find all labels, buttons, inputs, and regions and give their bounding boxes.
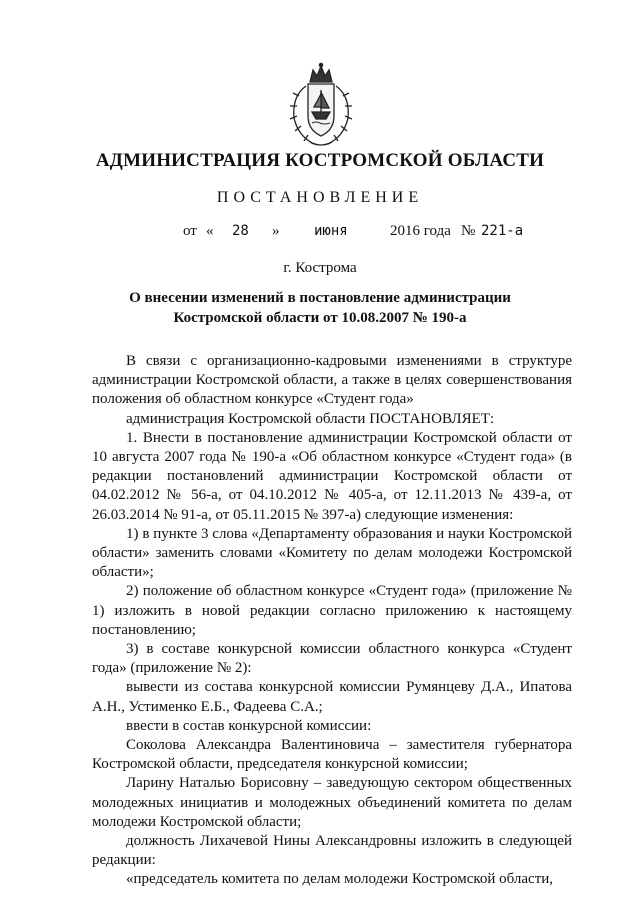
- date-close-quote: »: [272, 223, 280, 239]
- date-month: июня: [314, 223, 348, 239]
- date-line: [0, 223, 640, 243]
- paragraph: 1. Внести в постановление администрации Костромской области от 10 августа 2007 года № 190-а «Об областном конкурсе «Студент года» (в редакции постановлений администрации Костромской области от 04.02.2012 № 56-а, от 04.10.2012 № 405-а, от 12.11.2013 № 439-а, от 26.03.2014 № 91-а, от 05.11.2015 № 397-а) следующие изменения:: [92, 429, 572, 523]
- organization-title: АДМИНИСТРАЦИЯ КОСТРОМСКОЙ ОБЛАСТИ: [95, 150, 545, 171]
- paragraph: В связи с организационно-кадровыми изменениями в структуре администрации Костромской области, а также в целях совершенствования положения об областном конкурсе «Студент года»: [92, 353, 572, 408]
- paragraph: Ларину Наталью Борисовну – заведующую сектором общественных молодежных инициатив и молодежных объединений комитета по делам молодежи Костромской области;: [92, 775, 572, 830]
- subject-line: О внесении изменений в постановление администрации: [129, 290, 511, 306]
- subject-line: Костромской области от 10.08.2007 № 190-а: [173, 310, 467, 326]
- city: г. Кострома: [283, 260, 357, 276]
- date-day: 28: [232, 223, 249, 239]
- document-number: 221-а: [481, 223, 524, 239]
- document-subject: [100, 288, 540, 328]
- document-type: ПОСТАНОВЛЕНИЕ: [216, 189, 424, 206]
- paragraph: вывести из состава конкурсной комиссии Румянцеву Д.А., Ипатова А.Н., Устименко Е.Б., Фадеева С.А.;: [92, 679, 572, 715]
- date-open-quote: «: [206, 223, 214, 239]
- number-sign: №: [461, 223, 476, 239]
- paragraph: 1) в пункте 3 слова «Департаменту образования и науки Костромской области» заменить словами «Комитету по делам молодежи Костромской области»;: [92, 525, 572, 581]
- paragraph: ввести в состав конкурсной комиссии:: [126, 717, 372, 734]
- document-body: [92, 352, 572, 890]
- paragraph: 2) положение об областном конкурсе «Студент года» (приложение № 1) изложить в новой редакции согласно приложению к настоящему постановлению;: [92, 583, 572, 638]
- date-year: 2016 года: [390, 223, 451, 239]
- date-prefix: от: [183, 223, 197, 239]
- paragraph: Соколова Александра Валентиновича – заместителя губернатора Костромской области, председателя конкурсной комиссии;: [92, 737, 572, 773]
- paragraph: «председатель комитета по делам молодежи Костромской области,: [126, 871, 554, 888]
- coat-of-arms-emblem-icon: [286, 62, 356, 150]
- paragraph: администрация Костромской области ПОСТАНОВЛЯЕТ:: [126, 410, 495, 427]
- paragraph: 3) в составе конкурсной комиссии областного конкурса «Студент года» (приложение № 2):: [92, 641, 572, 677]
- paragraph: должность Лихачевой Нины Александровны изложить в следующей редакции:: [92, 833, 572, 869]
